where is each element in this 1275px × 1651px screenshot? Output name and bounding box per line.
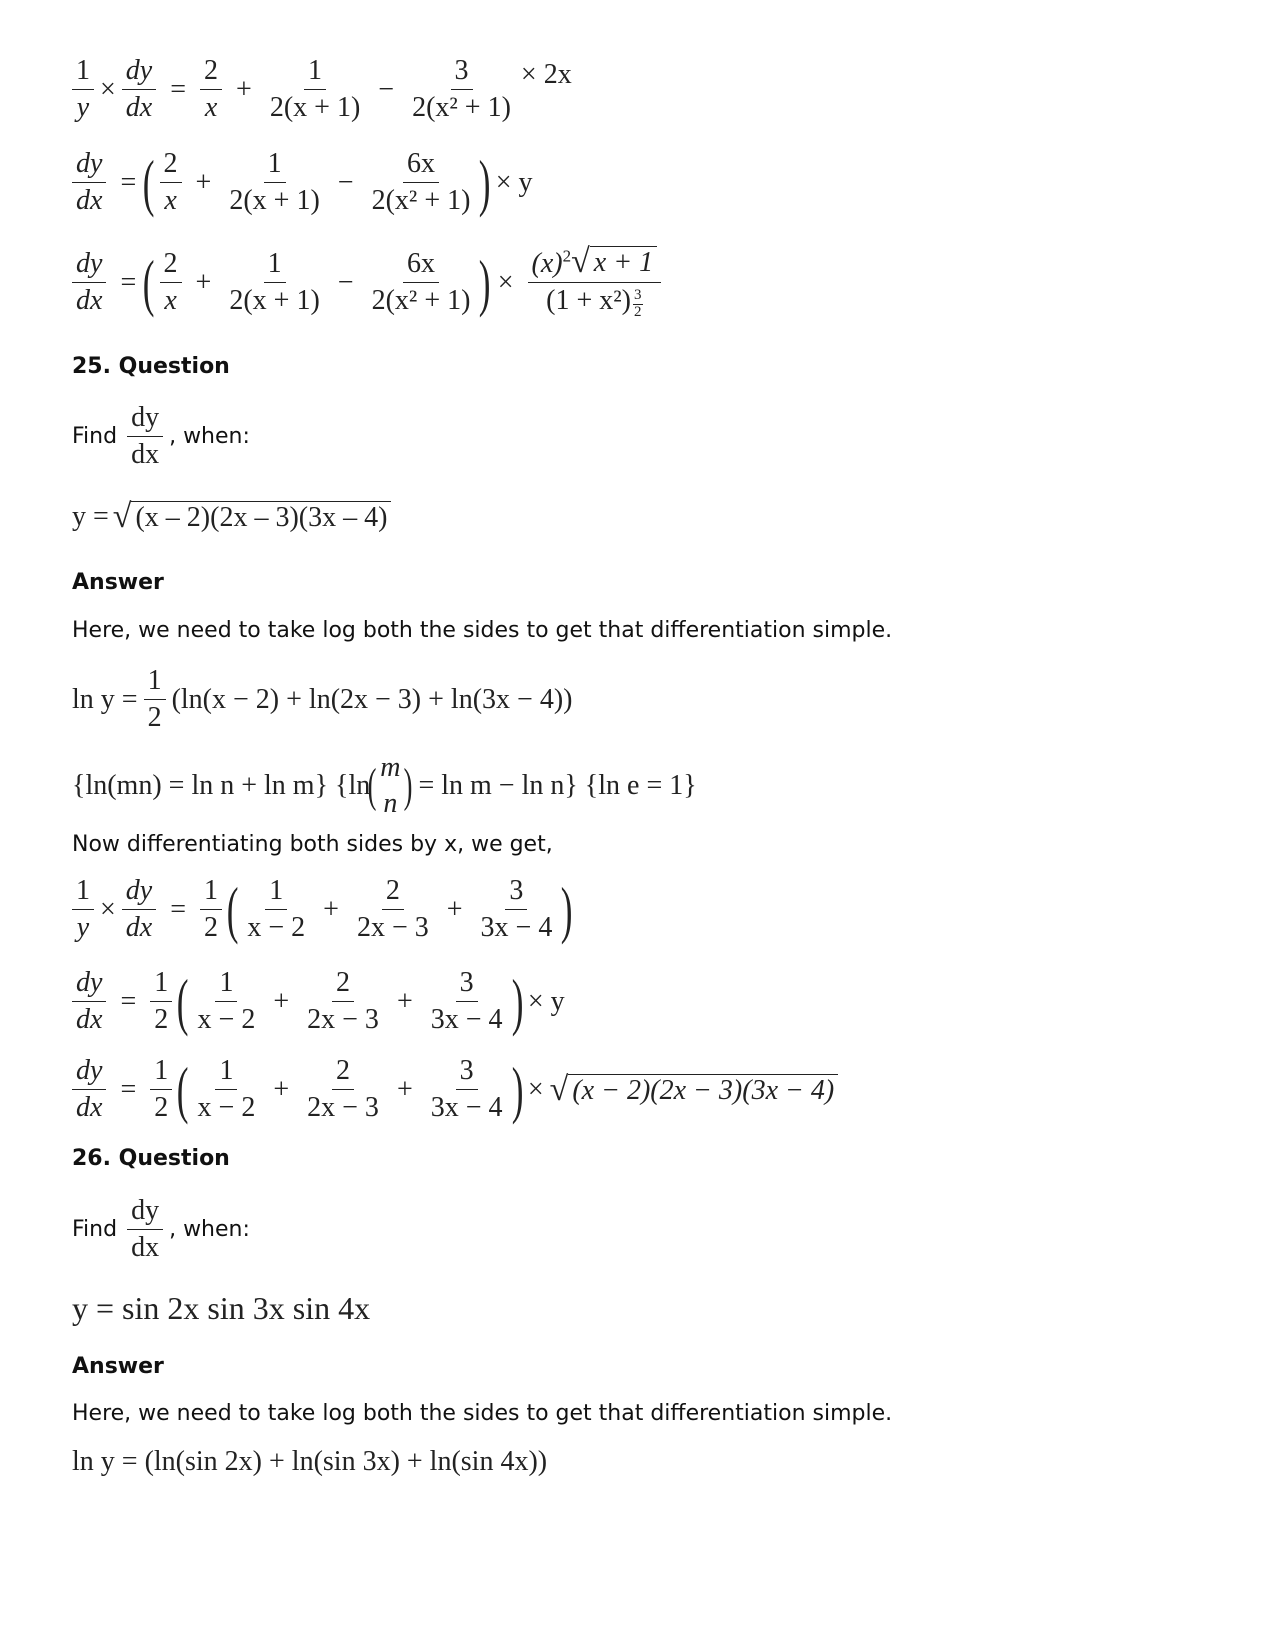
equals-sign: = (120, 166, 137, 198)
right-paren: ) (511, 965, 524, 1037)
q24-equation-1 (72, 55, 572, 124)
dx-term: dx (76, 185, 103, 217)
plus-sign: + (396, 985, 413, 1017)
num-exponent: 2 (562, 246, 572, 266)
fraction-numerator: 1 (150, 1055, 172, 1090)
dy-term: dy (72, 967, 106, 1002)
dx-term: dx (76, 285, 103, 317)
dy-term: dy (122, 875, 156, 910)
fraction-numerator: 1 (72, 875, 94, 910)
fraction-numerator: 1 (215, 1055, 237, 1090)
fraction-denominator: x (164, 185, 177, 217)
fraction-denominator: 2 (204, 912, 219, 944)
sqrt-content: x + 1 (590, 246, 657, 279)
left-paren: ( (226, 873, 239, 945)
q25-log-equation (72, 665, 572, 734)
q25-intro-text: Here, we need to take log both the sides to get that differentiation simple. (72, 618, 893, 643)
sqrt-symbol: √ (x − 2)(2x − 3)(3x − 4) (550, 1073, 839, 1107)
fraction-numerator: 3 (505, 875, 527, 910)
tail-term: × y (495, 166, 533, 198)
fraction-numerator: 1 (265, 875, 287, 910)
q25-diff-text: Now differentiating both sides by x, we get, (72, 832, 553, 857)
sqrt-symbol: √ (x – 2)(2x – 3)(3x – 4) (113, 500, 392, 534)
fraction-denominator: 2(x + 1) (229, 285, 320, 317)
times-sign: × (100, 73, 116, 105)
plus-sign: + (273, 1073, 290, 1105)
equals-sign: = (120, 266, 137, 298)
q26-answer-label: Answer (72, 1354, 164, 1379)
q24-equation-3 (72, 245, 667, 320)
fraction-numerator: 1 (215, 967, 237, 1002)
dx-term: dx (125, 912, 153, 944)
log-lhs: ln y = (72, 683, 138, 715)
dx-term: dx (76, 1004, 103, 1036)
when-label: , when: (169, 424, 250, 450)
plus-sign: + (195, 266, 212, 298)
fraction-numerator: 2 (200, 55, 222, 90)
rules-part-a: {ln(mn) = ln n + ln m} {ln (72, 770, 371, 802)
when-label: , when: (169, 1217, 250, 1243)
plus-sign: + (323, 893, 339, 925)
sqrt-symbol: √ x + 1 (571, 245, 657, 279)
fraction-numerator: 1 (304, 55, 326, 90)
plus-sign: + (236, 73, 252, 105)
fraction-denominator: 2x − 3 (307, 1004, 379, 1036)
left-paren: ( (367, 759, 377, 813)
times-sign: × (100, 893, 116, 925)
fraction-numerator: 1 (200, 875, 222, 910)
fraction-numerator: 2 (332, 967, 354, 1002)
fraction-denominator: y (76, 912, 90, 944)
times-sign: × (497, 266, 514, 298)
q25-find-line (72, 402, 250, 471)
dy-term: dy (72, 248, 106, 283)
q25-derivative-3 (72, 1055, 838, 1124)
sqrt-content: (x – 2)(2x – 3)(3x – 4) (131, 501, 391, 534)
fraction-denominator: x − 2 (247, 912, 306, 944)
q26-given-function: y = sin 2x sin 3x sin 4x (72, 1290, 371, 1326)
fraction-denominator: 3x − 4 (430, 1004, 503, 1036)
fraction-numerator: 1 (144, 665, 166, 700)
fraction-denominator: 2(x + 1) (269, 92, 361, 124)
dy-term: dy (72, 1055, 106, 1090)
minus-sign: − (337, 266, 354, 298)
fraction-denominator: 2 (154, 1092, 169, 1124)
given-lhs: y = (72, 501, 109, 532)
fraction-denominator: 3x − 4 (430, 1092, 503, 1124)
fraction-numerator: 3 (456, 1055, 478, 1090)
plus-sign: + (273, 985, 290, 1017)
fraction-denominator: 2(x² + 1) (371, 285, 471, 317)
fraction-numerator: 2 (332, 1055, 354, 1090)
fraction-numerator: 6x (403, 248, 439, 283)
dx-term: dx (131, 439, 160, 471)
fraction-numerator: 1 (264, 248, 286, 283)
fraction-denominator: 2(x² + 1) (371, 185, 471, 217)
fraction-numerator: 2 (160, 248, 182, 283)
q26-intro-text: Here, we need to take log both the sides to get that differentiation simple. (72, 1401, 893, 1426)
left-paren: ( (143, 146, 155, 218)
fraction-numerator: 3 (456, 967, 478, 1002)
right-paren: ) (479, 146, 491, 218)
fraction-numerator: 2 (160, 148, 182, 183)
times-sign: × (527, 1073, 544, 1105)
dy-term: dy (127, 1195, 163, 1230)
fraction-numerator: 2 (382, 875, 404, 910)
sqrt-content: (x − 2)(2x − 3)(3x − 4) (568, 1074, 838, 1107)
equals-sign: = (120, 1073, 137, 1105)
dx-term: dx (131, 1232, 160, 1264)
rules-part-b: = ln m − ln n} {ln e = 1} (418, 770, 697, 802)
substitution-fraction (528, 245, 662, 320)
q26-find-line (72, 1195, 250, 1264)
equals-sign: = (170, 893, 187, 925)
dx-term: dx (125, 92, 153, 124)
fraction-numerator: m (380, 752, 401, 783)
plus-sign: + (195, 166, 212, 198)
plus-sign: + (396, 1073, 413, 1105)
fraction-numerator: 3 (451, 55, 473, 90)
q25-log-rules (72, 752, 697, 820)
find-label: Find (72, 1217, 118, 1243)
dy-term: dy (122, 55, 156, 90)
tail-term: × y (527, 985, 565, 1017)
fraction-denominator: y (76, 92, 90, 124)
fraction-denominator: 2(x + 1) (229, 185, 320, 217)
fraction-denominator: 2 (147, 702, 162, 734)
fraction-denominator: x − 2 (197, 1004, 256, 1036)
left-paren: ( (177, 965, 189, 1037)
plus-sign: + (446, 893, 463, 925)
fraction-denominator: x (164, 285, 177, 317)
q26-heading: 26. Question (72, 1146, 230, 1171)
equals-sign: = (170, 73, 187, 105)
minus-sign: − (378, 73, 395, 105)
fraction-denominator: 2 (154, 1004, 169, 1036)
fraction-denominator: x − 2 (197, 1092, 256, 1124)
q26-log-equation: ln y = (ln(sin 2x) + ln(sin 3x) + ln(sin 4x)) (72, 1446, 548, 1477)
fraction-denominator: 3x − 4 (480, 912, 553, 944)
minus-sign: − (337, 166, 354, 198)
fraction-denominator: 2x − 3 (356, 912, 429, 944)
fraction-denominator: 2(x² + 1) (412, 92, 511, 124)
right-paren: ) (404, 759, 413, 813)
fraction-denominator: x (204, 92, 218, 124)
find-label: Find (72, 424, 118, 450)
equals-sign: = (120, 985, 137, 1017)
fraction-denominator: 2x − 3 (307, 1092, 379, 1124)
fraction-denominator: n (383, 788, 398, 820)
q24-equation-2 (72, 148, 533, 217)
fraction-numerator: 6x (403, 148, 439, 183)
fraction-numerator: 1 (72, 55, 94, 90)
left-paren: ( (143, 246, 155, 318)
right-paren: ) (561, 873, 573, 945)
q25-answer-label: Answer (72, 570, 164, 595)
q25-heading: 25. Question (72, 354, 230, 379)
dy-term: dy (72, 148, 106, 183)
tail-term: × 2x (520, 58, 572, 90)
fraction-numerator: 1 (264, 148, 286, 183)
den-exponent: $\frac{3}{2}$ (634, 286, 642, 321)
q25-derivative-2 (72, 967, 565, 1036)
right-paren: ) (511, 1053, 524, 1125)
den-base: (1 + x²) (546, 285, 631, 317)
fraction-numerator: 1 (150, 967, 172, 1002)
num-base: (x) (531, 248, 563, 279)
dy-term: dy (127, 402, 163, 437)
q25-derivative-1 (72, 875, 572, 944)
q25-given-function (72, 500, 391, 534)
right-paren: ) (479, 246, 491, 318)
dx-term: dx (76, 1092, 103, 1124)
left-paren: ( (177, 1053, 189, 1125)
log-rhs: (ln(x − 2) + ln(2x − 3) + ln(3x − 4)) (171, 683, 573, 715)
